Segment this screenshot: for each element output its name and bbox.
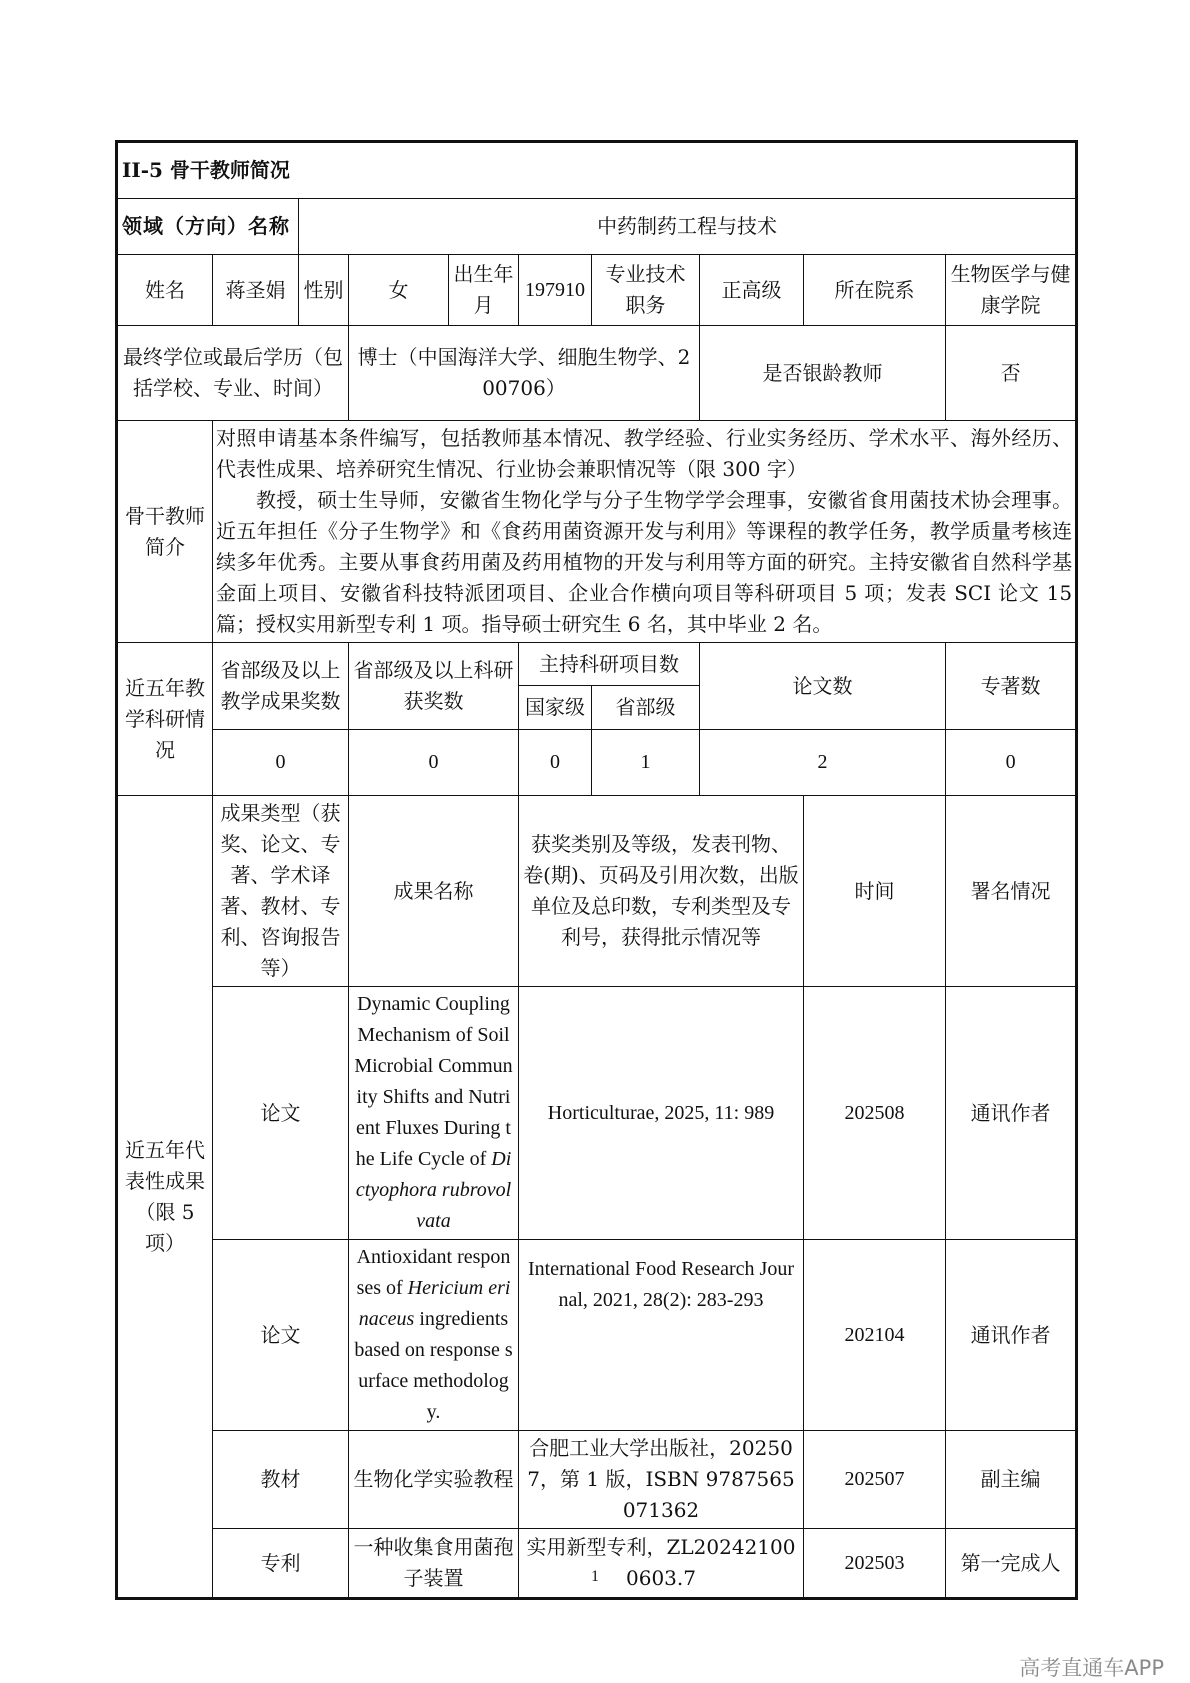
achievement-detail-header: 获奖类别及等级，发表刊物、卷(期)、页码及引用次数，出版单位及总印数，专利类型及专利号，获得批示情况等 [519, 796, 804, 987]
achievement-type: 论文 [213, 987, 349, 1240]
page-number: 1 [591, 1568, 599, 1585]
stats-label: 近五年教学科研情况 [117, 643, 213, 796]
intro-content: 教授，硕士生导师，安徽省生物化学与分子生物学学会理事，安徽省食用菌技术协会理事。近五年担任《分子生物学》和《食药用菌资源开发与利用》等课程的教学任务，教学质量考核连续多年优秀。主要从事食药用菌及药用植物的开发与利用等方面的研究。主持安徽省自然科学基金面上项目、安徽省科技特派团项目、企业合作横向项目等科研项目 5 项；发表 SCI 论文 15 篇；授权实用新型专利 1 项。指导硕士研究生 6 名，其中毕业 2 名。 [216, 488, 1073, 636]
achievement-detail: 实用新型专利，ZL202421000603.7 [519, 1529, 804, 1599]
intro-instruction: 对照申请基本条件编写，包括教师基本情况、教学经验、行业实务经历、学术水平、海外经历、代表性成果、培养研究生情况、行业协会兼职情况等（限 300 字） [216, 426, 1073, 481]
books-value: 0 [946, 730, 1077, 796]
birth-value: 197910 [519, 255, 592, 326]
achievement-detail: International Food Research Journal, 2021, 28(2): 283-293 [519, 1240, 804, 1431]
degree-label: 最终学位或最后学历（包括学校、专业、时间） [117, 326, 349, 421]
achievement-type: 专利 [213, 1529, 349, 1599]
achievement-time-header: 时间 [804, 796, 946, 987]
page-number-container [0, 1568, 1190, 1586]
achievement-name: 一种收集食用菌孢子装置 [349, 1529, 519, 1599]
gender-value: 女 [349, 255, 449, 326]
title-label: 专业技术职务 [592, 255, 700, 326]
achievement-name: Antioxidant responses of Hericium erinaceus ingredients based on response surface methodology. [349, 1240, 519, 1431]
dept-value: 生物医学与健康学院 [946, 255, 1077, 326]
teaching-award-value: 0 [213, 730, 349, 796]
name-label: 姓名 [117, 255, 213, 326]
achievement-time: 202104 [804, 1240, 946, 1431]
projects-header: 主持科研项目数 [519, 643, 700, 686]
achievement-row [117, 1431, 1077, 1529]
name-value: 蒋圣娟 [213, 255, 299, 326]
section-title: II-5 骨干教师简况 [117, 142, 1077, 199]
achievement-row [117, 987, 1077, 1240]
achievement-name: Dynamic Coupling Mechanism of Soil Microbial Community Shifts and Nutrient Fluxes During the Life Cycle of Dictyophora rubrovolvata [349, 987, 519, 1240]
watermark: 高考直通车APP [1019, 1656, 1164, 1680]
achievement-detail: 合肥工业大学出版社，202507，第 1 版，ISBN 9787565071362 [519, 1431, 804, 1529]
field-value: 中药制药工程与技术 [299, 199, 1077, 255]
achievement-row [117, 1529, 1077, 1599]
achievement-author: 通讯作者 [946, 1240, 1077, 1431]
degree-value: 博士（中国海洋大学、细胞生物学、200706） [349, 326, 700, 421]
title-value: 正高级 [700, 255, 804, 326]
dept-label: 所在院系 [804, 255, 946, 326]
birth-label: 出生年月 [449, 255, 519, 326]
gender-label: 性别 [299, 255, 349, 326]
achievement-author: 通讯作者 [946, 987, 1077, 1240]
achievement-row [117, 1240, 1077, 1431]
silver-teacher-value: 否 [946, 326, 1077, 421]
national-value: 0 [519, 730, 592, 796]
achievement-type: 论文 [213, 1240, 349, 1431]
papers-header: 论文数 [700, 643, 946, 730]
achievement-name-header: 成果名称 [349, 796, 519, 987]
papers-value: 2 [700, 730, 946, 796]
silver-teacher-label: 是否银龄教师 [700, 326, 946, 421]
books-header: 专著数 [946, 643, 1077, 730]
achievement-type: 教材 [213, 1431, 349, 1529]
achievement-time: 202507 [804, 1431, 946, 1529]
achievement-time: 202503 [804, 1529, 946, 1599]
achievement-author: 副主编 [946, 1431, 1077, 1529]
teaching-award-header: 省部级及以上教学成果奖数 [213, 643, 349, 730]
achievement-name: 生物化学实验教程 [349, 1431, 519, 1529]
provincial-header: 省部级 [592, 686, 700, 730]
achievement-detail: Horticulturae, 2025, 11: 989 [519, 987, 804, 1240]
achievements-label: 近五年代表性成果（限 5 项） [117, 796, 213, 1599]
intro-label: 骨干教师简介 [117, 421, 213, 643]
achievement-time: 202508 [804, 987, 946, 1240]
teacher-profile-table [115, 140, 1078, 1600]
intro-cell [213, 421, 1077, 643]
achievement-author-header: 署名情况 [946, 796, 1077, 987]
field-label: 领域（方向）名称 [117, 199, 299, 255]
national-header: 国家级 [519, 686, 592, 730]
research-award-value: 0 [349, 730, 519, 796]
achievement-author: 第一完成人 [946, 1529, 1077, 1599]
provincial-value: 1 [592, 730, 700, 796]
achievement-type-header: 成果类型（获奖、论文、专著、学术译著、教材、专利、咨询报告等） [213, 796, 349, 987]
research-award-header: 省部级及以上科研获奖数 [349, 643, 519, 730]
